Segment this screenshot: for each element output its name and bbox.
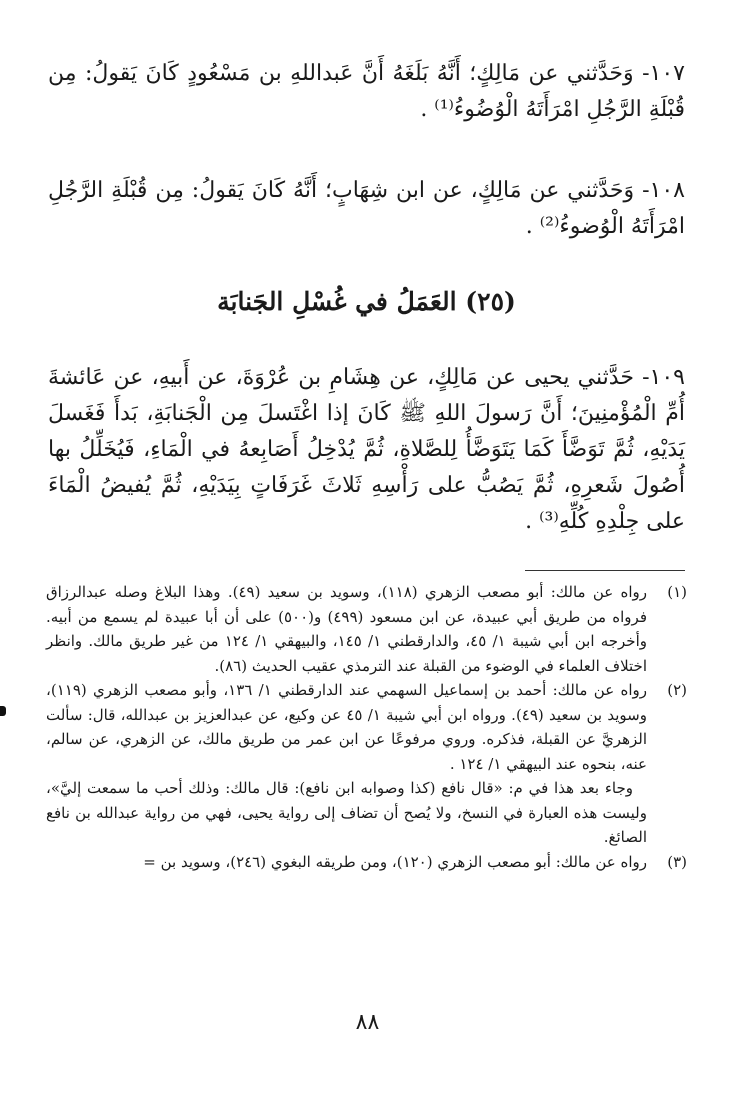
footnotes xyxy=(46,580,687,874)
hadith-109 xyxy=(48,360,685,540)
hadith-number: ١٠٩- xyxy=(642,365,685,390)
footnote-2 xyxy=(46,678,687,776)
footnote-marker: (٢) xyxy=(667,681,687,699)
footnote-paragraph: وجاء بعد هذا في م: «قال نافع (كذا وصوابه ابن نافع): قال مالك: وذلك أحب ما سمعت إليَّ»، وليست هذه العبارة في النسخ، ولا يُصح أن تضاف إلى رواية يحيى، فهي من رواية عبدالله بن نافع الصائغ. xyxy=(46,779,647,846)
footnote-marker: (٣) xyxy=(667,852,687,871)
hadith-text: حَدَّثني يحيى عن مَالِكٍ، عن هِشَامِ بن عُرْوَةَ، عن أَبيهِ، عن عَائشةَ أُمِّ الْمُؤْمنِينَ؛ أَنَّ رَسولَ اللهِ ﷺ كَانَ إذا اغْتَسلَ مِن الْجَنابَةِ، بَدأَ فَغَسلَ يَدَيْهِ، ثُمَّ تَوَضَّأَ كَمَا يَتَوَضَّأُ لِلصَّلاةِ، ثُمَّ يُدْخِلُ أَصَابِعهُ في الْمَاءِ، فَيُخَلِّلُ بها أُصُولَ شَعرِهِ، ثُمَّ يَصُبُّ على رَأْسِهِ ثَلاثَ غَرَفَاتٍ بِيَدَيْهِ، ثُمَّ يُفيضُ الْمَاءَ على جِلْدِهِ كُلِّهِ⁽³⁾ . xyxy=(48,365,685,534)
page-number: ٨٨ xyxy=(355,1010,380,1035)
footnote-1 xyxy=(46,580,687,678)
hadith-text: وَحَدَّثني عن مَالِكٍ، عن ابن شِهَابٍ؛ أَنَّهُ كَانَ يَقولُ: مِن قُبْلَةِ الرَّجُلِ امْرَأَتَهُ الْوُضوءُ⁽²⁾ . xyxy=(48,178,685,239)
hadith-number: ١٠٨- xyxy=(642,178,685,203)
hadith-107 xyxy=(48,56,685,128)
footnote-2-continuation xyxy=(46,776,687,850)
footnote-text: رواه عن مالك: أبو مصعب الزهري (١١٨)، وسويد بن سعيد (٤٩). وهذا البلاغ وصله عبدالرزاق فرواه من طريق أبي عبيدة، عن ابن مسعود (٤٩٩) و(٥٠٠) على أن أبا عبيدة لم يسمع من أبيه. وأخرجه ابن أبي شيبة ١/ ٤٥، والدارقطني ١/ ١٤٥، والبيهقي ١/ ١٢٤ من غير طريق مالك. وانظر اختلاف العلماء في الوضوء من القبلة عند الترمذي عقيب الحديث (٨٦). xyxy=(46,583,647,675)
margin-mark xyxy=(0,706,6,716)
section-heading: (٢٥) العَمَلُ في غُسْلِ الجَنابَة xyxy=(217,287,516,316)
hadith-108 xyxy=(48,173,685,245)
hadith-number: ١٠٧- xyxy=(642,61,685,86)
footnote-3 xyxy=(46,850,687,875)
footnote-text: رواه عن مالك: أبو مصعب الزهري (١٢٠)، ومن طريقه البغوي (٢٤٦)، وسويد بن = xyxy=(143,852,647,871)
hadith-text: وَحَدَّثني عن مَالِكٍ؛ أَنَّهُ بَلَغَهُ أَنَّ عَبداللهِ بن مَسْعُودٍ كَانَ يَقولُ: مِن قُبْلَةِ الرَّجُلِ امْرَأَتَهُ الْوُضُوءُ⁽¹⁾ . xyxy=(48,61,685,122)
footnote-text: رواه عن مالك: أحمد بن إسماعيل السهمي عند الدارقطني ١/ ١٣٦، وأبو مصعب الزهري (١١٩)، وسويد بن سعيد (٤٩). ورواه ابن أبي شيبة ١/ ٤٥ عن وكيع، عن عبدالعزيز بن عبدالله، قال: سألت الزهريَّ عن القبلة، فذكره. وروي مرفوعًا عن ابن عمر من طريق مالك، عن الزهري، عن سالم، عنه، بنحوه عند البيهقي ١/ ١٢٤ . xyxy=(46,681,647,773)
footnote-marker: (١) xyxy=(667,583,687,601)
footnote-divider xyxy=(525,570,685,571)
